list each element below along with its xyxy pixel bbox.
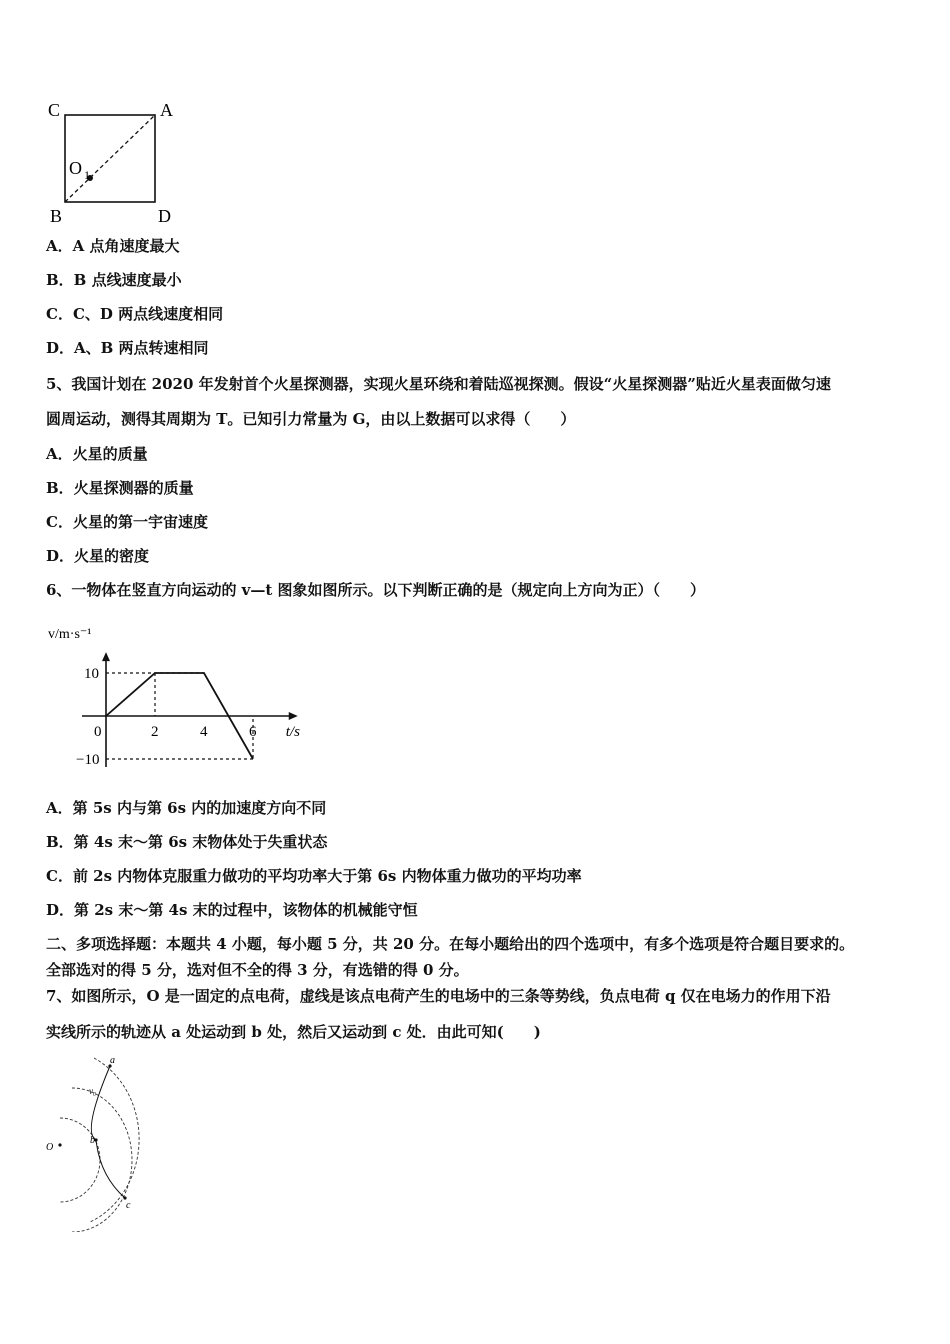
- x-tick-label: 2: [151, 724, 159, 740]
- label-o-subscript: 1: [84, 168, 90, 182]
- q5-option-a[interactable]: A．火星的质量: [46, 445, 148, 463]
- x-axis-arrow: [289, 712, 298, 720]
- q7-stem-line2: 实线所示的轨迹从 a 处运动到 b 处，然后又运动到 c 处．由此可知( ): [46, 1023, 541, 1041]
- x-tick-label: 4: [200, 724, 208, 740]
- q6-option-a[interactable]: A．第 5s 内与第 6s 内的加速度方向不同: [46, 799, 327, 817]
- vt-graph: [40, 618, 310, 778]
- equipotential-middle: [72, 1088, 132, 1232]
- q7-stem-line1: 7、如图所示，O 是一固定的点电荷，虚线是该点电荷产生的电场中的三条等势线，负点电荷 q 仅在电场力的作用下沿: [46, 987, 831, 1005]
- q6-option-c[interactable]: C．前 2s 内物体克服重力做功的平均功率大于第 6s 内物体重力做功的平均功率: [46, 867, 582, 885]
- equipotential-inner: [60, 1118, 100, 1202]
- y-axis-label: v/m·s⁻¹: [48, 627, 92, 642]
- q4-option-b[interactable]: B．B 点线速度最小: [46, 271, 182, 289]
- label-o: O: [69, 158, 82, 178]
- q5-option-c[interactable]: C．火星的第一宇宙速度: [46, 513, 208, 531]
- electric-field-figure: [40, 1052, 170, 1232]
- section2-instruction-line2: 全部选对的得 5 分，选对但不全的得 3 分，有选错的得 0 分。: [46, 961, 469, 979]
- section2-instruction-line1: 二、多项选择题：本题共 4 小题，每小题 5 分，共 20 分。在每小题给出的四个选项中，有多个选项是符合题目要求的。: [46, 935, 855, 953]
- q6-option-b[interactable]: B．第 4s 末～第 6s 末物体处于失重状态: [46, 833, 328, 851]
- q6-option-d[interactable]: D．第 2s 末～第 4s 末的过程中，该物体的机械能守恒: [46, 901, 418, 919]
- label-v0: v₀: [89, 1086, 97, 1096]
- label-a: a: [110, 1055, 115, 1066]
- q5-stem-line2: 圆周运动，测得其周期为 T。已知引力常量为 G，由以上数据可以求得（ ）: [46, 410, 576, 428]
- q4-option-c[interactable]: C．C、D 两点线速度相同: [46, 305, 224, 323]
- label-b: B: [50, 206, 63, 226]
- label-o: O: [46, 1142, 54, 1153]
- label-c: c: [126, 1200, 131, 1211]
- label-d: D: [158, 206, 171, 226]
- y-tick-label: −10: [76, 752, 100, 768]
- q5-option-b[interactable]: B．火星探测器的质量: [46, 479, 194, 497]
- y-tick-label: 10: [84, 666, 99, 682]
- q4-option-d[interactable]: D．A、B 两点转速相同: [46, 339, 209, 357]
- q4-option-a[interactable]: A．A 点角速度最大: [46, 237, 180, 255]
- q6-stem: 6、一物体在竖直方向运动的 v—t 图象如图所示。以下判断正确的是（规定向上方向为正）（ ）: [46, 581, 706, 599]
- square-rotation-figure: [44, 96, 184, 226]
- label-c: C: [48, 100, 61, 120]
- q5-stem-line1: 5、我国计划在 2020 年发射首个火星探测器，实现火星环绕和着陆巡视探测。假设“火星探测器”贴近火星表面做匀速: [46, 375, 831, 393]
- point-o: [58, 1143, 61, 1146]
- x-tick-label: 6: [249, 724, 257, 740]
- y-axis-arrow: [102, 652, 110, 661]
- x-tick-label: 0: [94, 724, 102, 740]
- q5-option-d[interactable]: D．火星的密度: [46, 547, 150, 565]
- x-axis-label: t/s: [285, 724, 300, 740]
- label-b: b: [90, 1135, 95, 1146]
- label-a: A: [160, 100, 173, 120]
